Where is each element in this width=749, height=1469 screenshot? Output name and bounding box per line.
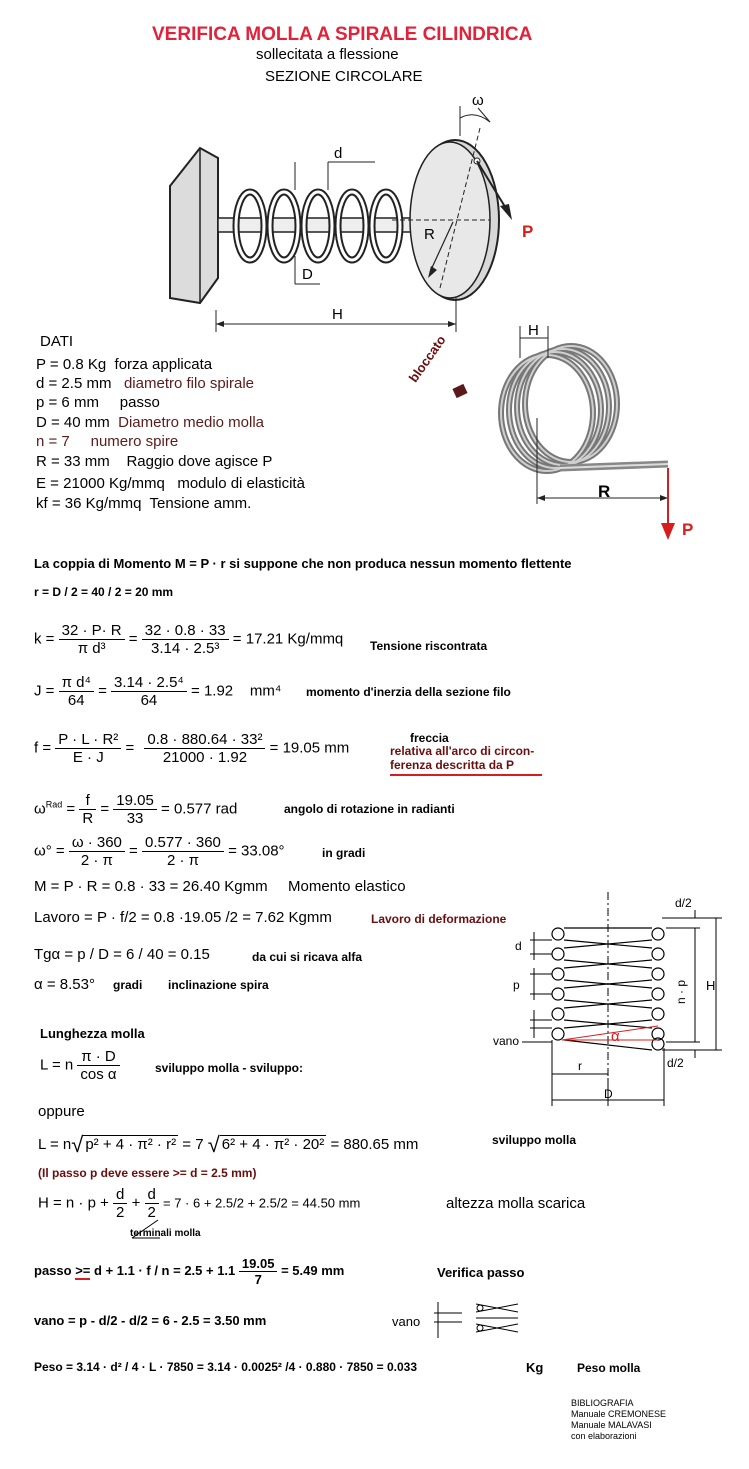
moment-note: Momento elastico bbox=[288, 878, 406, 895]
mean-diameter-label: D bbox=[302, 266, 313, 283]
oppure-label: oppure bbox=[38, 1103, 85, 1120]
dati-row bbox=[36, 475, 305, 492]
torsion-spring-illustration bbox=[410, 318, 710, 548]
lavoro-note: Lavoro di deformazione bbox=[371, 912, 507, 926]
height-note: altezza molla scarica bbox=[446, 1195, 586, 1212]
spring-disc-illustration bbox=[160, 88, 560, 336]
passo-formula: passo >= d + 1.1 · f / n = 2.5 + 1.1 $\frac{19.05}{7}$ = 5.49 mm bbox=[34, 1256, 345, 1287]
alpha-symbol: α bbox=[611, 1028, 620, 1045]
peso-unit: Kg bbox=[526, 1360, 544, 1375]
dati-value: d = 2.5 mm bbox=[36, 375, 112, 392]
peso-note: Peso molla bbox=[577, 1361, 641, 1375]
wire-diameter-label: d bbox=[334, 145, 343, 162]
k-formula: k = $\frac{32 \cdot P\cdot R}{\text{π d³}}$ = $\frac{32 \cdot 0.8 \cdot 33}{\text{3.14 · 2.5³}}$ = 17.21 Kg/mmq bbox=[34, 622, 344, 657]
total-height-label: H bbox=[706, 978, 716, 993]
half-d-bottom-label: d/2 bbox=[667, 1056, 684, 1070]
force-label: P bbox=[522, 222, 534, 241]
vano-label: vano bbox=[493, 1034, 520, 1048]
D-label: D bbox=[604, 1087, 613, 1101]
vano-formula: vano = p - d/2 - d/2 = 6 - 2.5 = 3.50 mm bbox=[34, 1313, 267, 1328]
dati-value: R = 33 mm bbox=[36, 453, 110, 470]
p-label: p bbox=[513, 978, 520, 992]
f-note-2: relativa all'arco di circon- bbox=[390, 744, 535, 758]
arm-radius-label: R bbox=[598, 482, 611, 501]
dati-value: E = 21000 Kg/mmq bbox=[36, 475, 165, 492]
coil-height-label: H bbox=[528, 322, 539, 339]
dati-heading: DATI bbox=[40, 333, 74, 350]
f-formula: f = $\frac{\text{P · L · R²}}{E \cdot J}$ = $\frac{\text{0.8 · 880.64 · 33²}}{21000 \cdot 1.92}$ = 19.05 mm bbox=[34, 731, 350, 766]
dati-label: Diametro medio molla bbox=[118, 414, 265, 431]
dati-label: numero spire bbox=[90, 433, 179, 450]
moment-formula: M = P · R = 0.8 · 33 = 26.40 Kgmm bbox=[34, 878, 268, 895]
dati-value: D = 40 mm bbox=[36, 414, 110, 431]
spring-section-diagram bbox=[490, 888, 730, 1110]
height-label: H bbox=[332, 306, 343, 323]
dati-label: Raggio dove agisce P bbox=[126, 453, 273, 470]
dati-row bbox=[36, 394, 160, 411]
dati-row bbox=[36, 433, 178, 450]
lavoro-formula: Lavoro = P · f/2 = 0.8 ·19.05 /2 = 7.62 Kgmm bbox=[34, 909, 332, 926]
dati-label: Tensione amm. bbox=[149, 495, 252, 512]
terminali-label: terminali molla bbox=[130, 1228, 201, 1239]
omega-deg-formula: ω° = $\frac{\omega \cdot 360}{2 \cdot \pi}$ = $\frac{0.577 \cdot 360}{2 \cdot \pi}$ = 33.08° bbox=[34, 834, 285, 869]
bibliography-line: Manuale CREMONESE bbox=[571, 1409, 667, 1419]
tg-note: da cui si ricava alfa bbox=[252, 950, 363, 964]
dati-label: passo bbox=[119, 394, 160, 411]
j-formula: J = $\frac{\text{π d⁴}}{64}$ = $\frac{\text{3.14 · 2.5⁴}}{64}$ = 1.92 mm⁴ bbox=[34, 674, 282, 709]
dati-value: kf = 36 Kg/mmq bbox=[36, 495, 142, 512]
bibliography-line: con elaborazioni bbox=[571, 1431, 637, 1441]
f-note-3: ferenza descritta da P bbox=[390, 758, 542, 776]
radius-label: R bbox=[424, 226, 435, 243]
omega-label: ω bbox=[472, 92, 484, 109]
alpha-note: inclinazione spira bbox=[168, 978, 269, 992]
dati-label: diametro filo spirale bbox=[123, 375, 255, 392]
tg-formula: Tgα = p / D = 6 / 40 = 0.15 bbox=[34, 946, 210, 963]
r-formula: r = D / 2 = 40 / 2 = 20 mm bbox=[34, 585, 174, 599]
page-title: VERIFICA MOLLA A SPIRALE CILINDRICA bbox=[152, 24, 533, 45]
dati-label: modulo di elasticità bbox=[177, 475, 305, 492]
vano-small-diagram bbox=[432, 1298, 522, 1342]
dati-row bbox=[36, 495, 251, 512]
dati-value: n = 7 bbox=[36, 433, 70, 450]
length-sqrt-note: sviluppo molla bbox=[492, 1133, 577, 1147]
dati-row bbox=[36, 453, 272, 470]
section-title: SEZIONE CIRCOLARE bbox=[265, 68, 423, 85]
alpha-value: α = 8.53° bbox=[34, 976, 95, 993]
omega-rad-formula: $\omega^{Rad}$ = $\frac{f}{R}$ = $\frac{19.05}{33}$ = 0.577 rad bbox=[34, 792, 238, 827]
height-formula: H = n · p + $\frac{d}{2}$ + $\frac{d}{2}$ = 7 · 6 + 2.5/2 + 2.5/2 = 44.50 mm bbox=[38, 1186, 361, 1221]
k-note: Tensione riscontrata bbox=[370, 639, 488, 653]
omega-deg-note: in gradi bbox=[322, 846, 366, 860]
blocked-label: bloccato bbox=[405, 332, 449, 385]
half-d-top-label: d/2 bbox=[675, 896, 692, 910]
peso-formula: Peso = 3.14 · d² / 4 · L · 7850 = 3.14 · 0.0025² /4 · 0.880 · 7850 = 0.033 bbox=[34, 1360, 418, 1374]
bibliography-line: BIBLIOGRAFIA bbox=[571, 1398, 634, 1408]
dati-row bbox=[36, 375, 254, 392]
np-label: n · p bbox=[674, 979, 689, 1005]
passo-note: Verifica passo bbox=[437, 1265, 525, 1280]
passo-condition: (Il passo p deve essere >= d = 2.5 mm) bbox=[38, 1166, 257, 1180]
vano-small-label: vano bbox=[392, 1314, 421, 1329]
length-formula: L = n $\frac{\pi \cdot D}{\text{cos α}}$ bbox=[40, 1048, 120, 1083]
alpha-unit: gradi bbox=[113, 978, 143, 992]
dati-value: P = 0.8 Kg bbox=[36, 356, 107, 373]
j-note: momento d'inerzia della sezione filo bbox=[306, 685, 511, 699]
length-heading: Lunghezza molla bbox=[40, 1026, 145, 1041]
dati-row bbox=[36, 356, 212, 373]
r-label: r bbox=[578, 1059, 582, 1073]
dati-label: forza applicata bbox=[114, 356, 213, 373]
coppia-note: La coppia di Momento M = P · r si suppone che non produca nessun momento flettente bbox=[34, 556, 572, 571]
dati-row bbox=[36, 414, 264, 431]
bibliography-line: Manuale MALAVASI bbox=[571, 1420, 652, 1430]
bibliography bbox=[571, 1398, 666, 1442]
omega-rad-note: angolo di rotazione in radianti bbox=[284, 802, 455, 816]
length-sqrt-formula: L = n√ p² + 4 · π² · r² = 7 √ 6² + 4 · π² · 20² = 880.65 mm bbox=[38, 1132, 419, 1157]
dati-value: p = 6 mm bbox=[36, 394, 99, 411]
page-subtitle: sollecitata a flessione bbox=[256, 46, 399, 63]
length-note: sviluppo molla - sviluppo: bbox=[155, 1061, 304, 1075]
force-label-2: P bbox=[682, 520, 694, 539]
f-note-1: freccia bbox=[410, 731, 449, 745]
d-label: d bbox=[515, 939, 522, 953]
